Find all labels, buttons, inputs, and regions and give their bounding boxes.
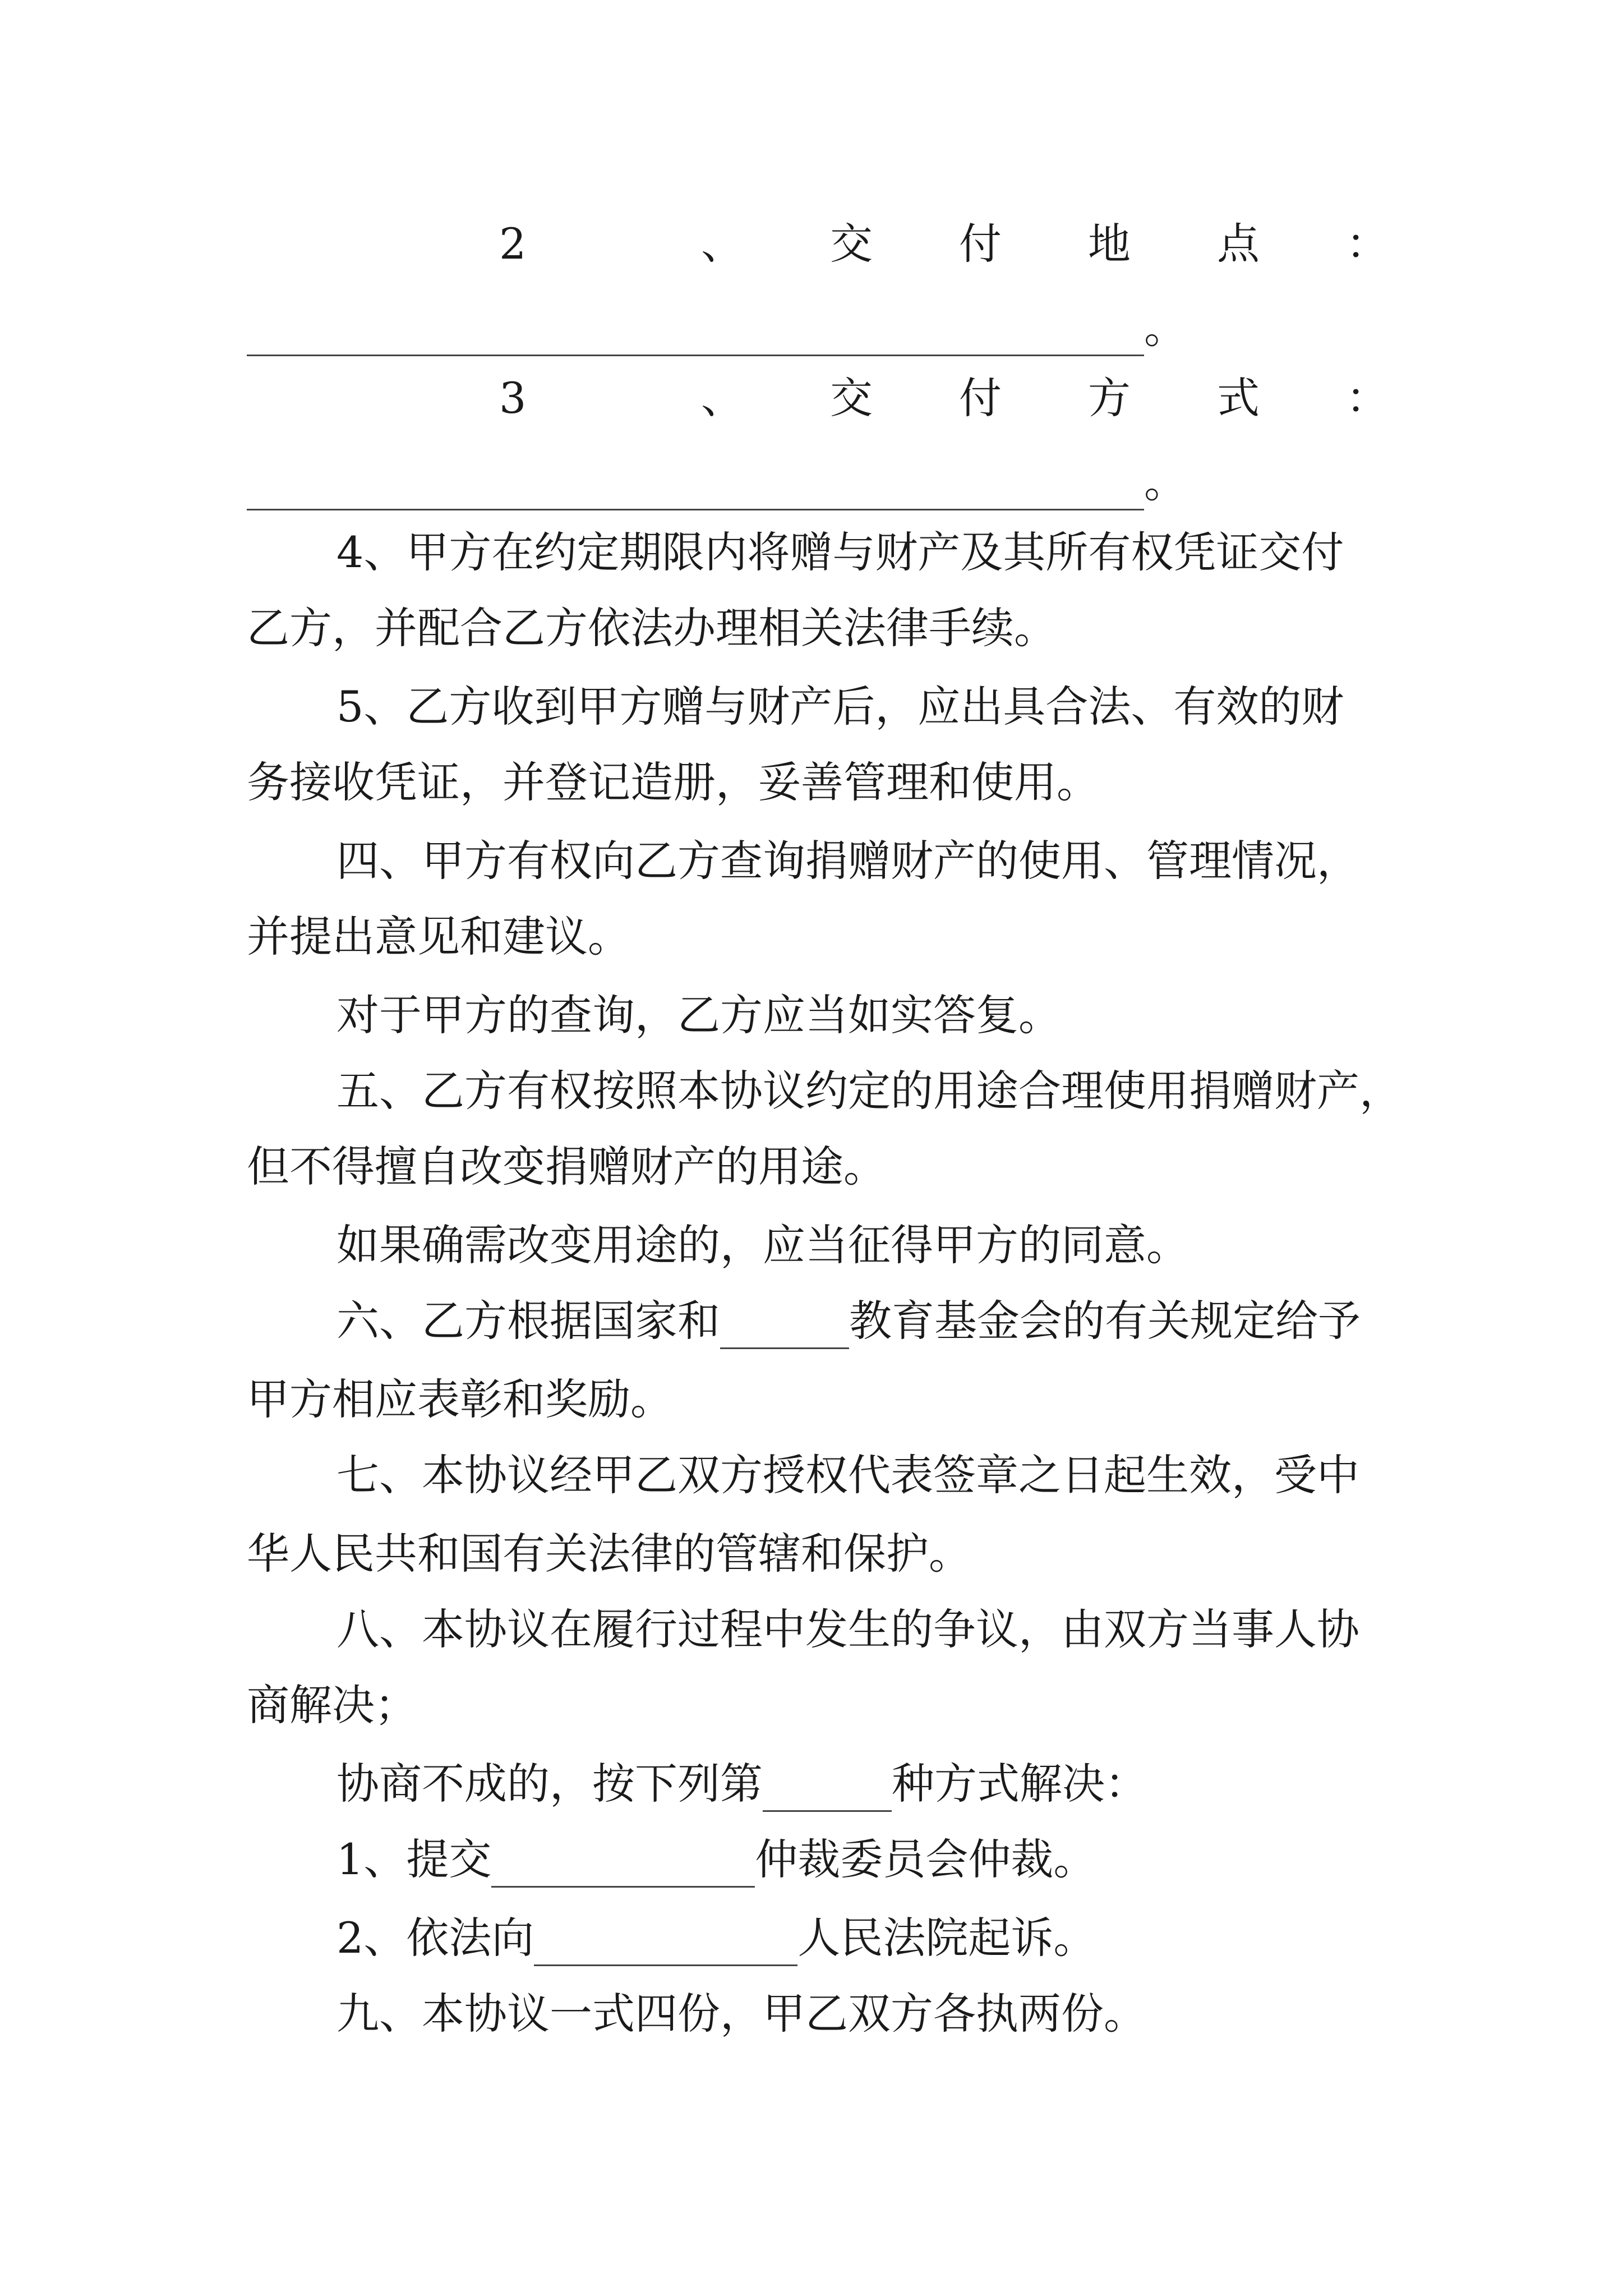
paragraph-line: 并提出意见和建议。 bbox=[247, 912, 630, 961]
fill-in-blank bbox=[534, 1922, 797, 1966]
fill-in-line bbox=[247, 465, 1144, 510]
text-segment: 教育基金会的有关规定给予 bbox=[849, 1296, 1361, 1346]
paragraph-line: 务接收凭证，并登记造册，妥善管理和使用。 bbox=[247, 757, 1099, 807]
char: 付 bbox=[959, 373, 1002, 423]
paragraph-line: 九、本协议一式四份，甲乙双方各执两份。 bbox=[336, 1989, 1146, 2039]
paragraph-line bbox=[336, 1293, 1361, 1349]
item-number: 3 bbox=[499, 373, 527, 423]
delivery-method-heading bbox=[247, 370, 1389, 426]
fill-in-blank bbox=[763, 1768, 892, 1812]
char: 方 bbox=[1088, 373, 1131, 423]
char: 付 bbox=[959, 219, 1002, 269]
fill-in-blank bbox=[720, 1305, 849, 1349]
text-segment: 六、乙方根据国家和 bbox=[336, 1296, 720, 1346]
paragraph-line: 对于甲方的查询，乙方应当如实答复。 bbox=[336, 990, 1061, 1040]
paragraph-line bbox=[336, 1832, 1096, 1888]
text-segment: 1、提交 bbox=[336, 1834, 492, 1884]
text-segment: 仲裁委员会仲裁。 bbox=[755, 1834, 1096, 1884]
delivery-method-blank bbox=[247, 454, 1187, 510]
char: 交 bbox=[830, 373, 873, 423]
delivery-place-heading bbox=[247, 216, 1389, 272]
char: 式 bbox=[1217, 373, 1260, 423]
colon: ： bbox=[1346, 219, 1389, 269]
separator: 、 bbox=[701, 219, 744, 269]
text-segment: 协商不成的，按下列第 bbox=[336, 1759, 763, 1809]
paragraph-line bbox=[336, 1756, 1147, 1812]
paragraph-line: 4、甲方在约定期限内将赠与财产及其所有权凭证交付 bbox=[336, 527, 1344, 577]
paragraph-line: 甲方相应表彰和奖励。 bbox=[247, 1374, 673, 1424]
paragraph-line: 七、本协议经甲乙双方授权代表签章之日起生效，受中 bbox=[336, 1450, 1359, 1500]
char: 点 bbox=[1217, 219, 1260, 269]
paragraph-line: 华人民共和国有关法律的管辖和保护。 bbox=[247, 1529, 971, 1579]
text-segment: 人民法院起诉。 bbox=[797, 1913, 1096, 1963]
text-segment: 种方式解决： bbox=[892, 1759, 1147, 1809]
end-mark: 。 bbox=[1144, 457, 1187, 507]
end-mark: 。 bbox=[1144, 303, 1187, 353]
separator: 、 bbox=[701, 373, 744, 423]
paragraph-line: 五、乙方有权按照本协议约定的用途合理使用捐赠财产， bbox=[336, 1066, 1402, 1116]
text-segment: 2、依法向 bbox=[336, 1913, 534, 1963]
paragraph-line: 四、甲方有权向乙方查询捐赠财产的使用、管理情况， bbox=[336, 836, 1359, 886]
paragraph-line: 5、乙方收到甲方赠与财产后，应出具合法、有效的财 bbox=[336, 682, 1344, 731]
colon: ： bbox=[1346, 373, 1389, 423]
item-number: 2 bbox=[499, 219, 527, 269]
delivery-place-blank bbox=[247, 300, 1187, 356]
fill-in-line bbox=[247, 311, 1144, 356]
fill-in-blank bbox=[491, 1843, 755, 1888]
char: 地 bbox=[1088, 219, 1131, 269]
paragraph-line: 但不得擅自改变捐赠财产的用途。 bbox=[247, 1142, 886, 1191]
paragraph-line: 八、本协议在履行过程中发生的争议，由双方当事人协 bbox=[336, 1604, 1359, 1654]
char: 交 bbox=[830, 219, 873, 269]
paragraph-line bbox=[336, 1910, 1096, 1966]
paragraph-line: 商解决； bbox=[247, 1680, 417, 1730]
paragraph-line: 乙方，并配合乙方依法办理相关法律手续。 bbox=[247, 603, 1057, 653]
paragraph-line: 如果确需改变用途的，应当征得甲方的同意。 bbox=[336, 1220, 1189, 1270]
